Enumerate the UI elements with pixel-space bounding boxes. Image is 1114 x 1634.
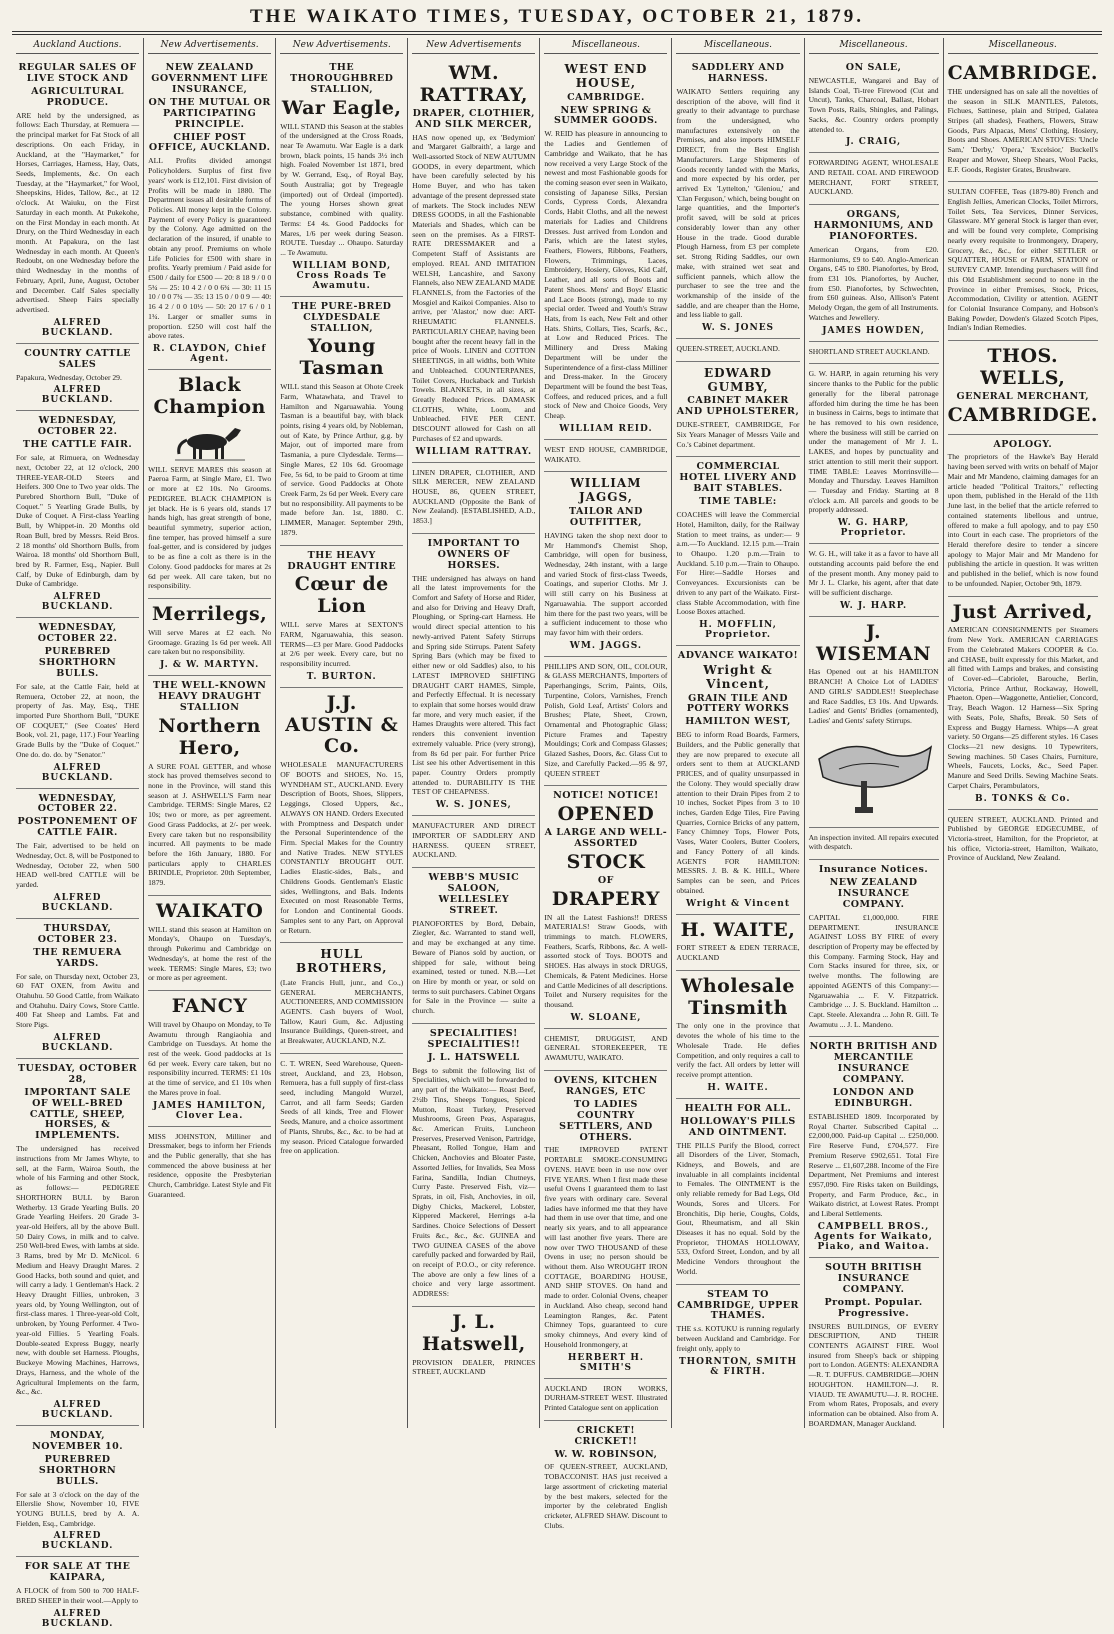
advertisement bbox=[148, 1127, 271, 1207]
advertisement bbox=[544, 786, 667, 1028]
advertisement bbox=[676, 646, 799, 915]
ad-heading: AGRICULTURAL PRODUCE. bbox=[31, 85, 124, 108]
advertisement bbox=[809, 153, 939, 205]
ad-heading: H. WAITE, bbox=[680, 918, 796, 941]
ad-body: QUEEN-STREET, AUCKLAND. bbox=[676, 344, 780, 354]
ad-heading: THOS. WELLS, bbox=[980, 345, 1066, 389]
advertisement bbox=[412, 816, 535, 868]
ad-signature: H. WAITE. bbox=[707, 1082, 769, 1093]
ad-body: A SURE FOAL GETTER, and whose stock has proved themselves second to none in the Province, will stand this season at J. ASHWELL'S Farm near Cambridge. TERMS: Single Mares, £2 10s; two or more, as per agreement. Good Grass Paddocks, at 2/- per week. Every care taken but no responsibility incurred. All payments to be made before the 16th January, 1880. For particulars apply to CHARLES BRINDLE, Proprietor. 20th September, 1879. bbox=[148, 761, 272, 888]
ad-heading: J. WISEMAN bbox=[816, 620, 932, 665]
ad-signature: ALFRED BUCKLAND. bbox=[41, 1531, 114, 1552]
advertisement bbox=[280, 688, 403, 943]
ad-body: NEWCASTLE, Wangarei and Bay of Islands Coal, Ti-tree Firewood (Cut and Uncut), Tanks, Charcoal, Ballast, Hobart Town Posts, Rails, Shingles, and Palings, Sacks, &c. Country orders promptly attended to. bbox=[808, 75, 939, 134]
advertisement bbox=[676, 58, 799, 339]
advertisement bbox=[412, 1307, 535, 1384]
ad-body: ESTABLISHED 1809. Incorporated by Royal Charter. Subscribed Capital ... £2,000,000. Paid-up Capital ... £250,000. Fire Reserve Fund, £704,577. Fire Premium Reserve £902,651. Total Fire Reserve ... £1,607,288. Income of the Fire Department, Net Premiums and interest £957,090. Fire Risks taken on Buildings, Property, and Farm Produce, &c., in Waikato district, at Lowest Rates. Prompt and Liberal Settlements. bbox=[808, 1112, 939, 1219]
ad-body: WILL SERVE MARES this season at Paeroa Farm, at Single Mare, £1. Two or more at £2 10s. No Grooms. PEDIGREE. BLACK CHAMPION is jet black. He is 6 years old, stands 17 hands high, has great strength of bone, beautiful symmetry, superior action, fine temper, has proved himself a sure foal-getter, and is considered by judges to be as fine a colt as there is in the Colony. Good paddocks for mares at 2s 6d per week. All care taken, but no responsibility. bbox=[148, 464, 272, 591]
ad-body: For sale at 3 o'clock on the day of the Ellerslie Show, November 10, FIVE YOUNG BULLS, bred by A. A. Fielden, Esq., Cambridge. bbox=[16, 1489, 140, 1528]
ad-heading: HEALTH FOR ALL. bbox=[684, 1102, 792, 1114]
advertisement bbox=[544, 472, 667, 656]
ad-heading: Black Champion bbox=[153, 374, 266, 418]
ad-body: PHILLIPS AND SON, OIL, COLOUR, & GLASS MERCHANTS, Importers of Paperhangings, Scrim, Paints, Oils, Turpentine, Colors, Varnishes, French Polish, Gold Leaf, Artists' Colors and Brushes; Plate, Sheet, Crown, Ornamental and Photographic Glass; Picture Frames and Tapestry Mouldings; Cork and Compass Glasses; Glazed Sashes, Doors, &c. Glass Cut to Size, and Carefully Packed.—95 & 97, QUEEN STREET bbox=[544, 661, 668, 778]
ad-heading: GENERAL MERCHANT, bbox=[956, 390, 1090, 402]
ad-heading: WM. RATTRAY, bbox=[419, 62, 529, 106]
ad-body: WILL serve Mares at SEXTON'S FARM, Ngaruawahia, this season. TERMS—£3 per Mare. Good Paddocks at 2/6 per week. Every care, but no responsibility incurred. bbox=[280, 620, 404, 669]
ad-body: American Organs, from £20. Harmoniums, £9 to £40. Anglo-American Organs, £45 to £80. Pianofortes, by Brod, from £31 10s. Pianofortes, by Aucher, from £50. Pianofortes, by Schwechten, from £60 guineas. Also, Allison's Patent Melody Organ, the gem of all Instruments. Watches and Jewellery. bbox=[808, 244, 939, 322]
ad-body: WILL stand this season at Hamilton on Monday's, Ohaupo on Tuesday's, through Pukerimu and Cambridge on Wednesday's, at home the rest of the week. TERMS: Single Mares, £3; two or more as per agreement. bbox=[148, 924, 272, 983]
advertisement bbox=[148, 991, 271, 1127]
ad-heading: CAMBRIDGE. bbox=[947, 62, 1098, 84]
ad-heading: OF bbox=[597, 874, 614, 886]
advertisement bbox=[544, 1071, 667, 1379]
advertisement bbox=[280, 58, 403, 297]
advertisement bbox=[544, 58, 667, 440]
ad-heading: FOR SALE AT THE KAIPARA, bbox=[24, 1561, 131, 1584]
advertisement bbox=[948, 182, 1098, 341]
ad-signature: HERBERT H. SMITH'S bbox=[567, 1352, 644, 1373]
advertisement bbox=[148, 896, 271, 991]
advertisement bbox=[676, 971, 799, 1099]
ad-heading: SPECIALITIES! SPECIALITIES!! bbox=[427, 1027, 521, 1050]
ad-body: W. REID has pleasure in announcing to the Ladies and Gentlemen of Cambridge and Waikato, that he has now received a very Large Stock of the newest and most Fashionable goods for the coming season ever seen in Waikato, consisting of Japanese Silks, Persian Cords, Cypress Cords, Alexandra Cords, Habit Cloths, and all the newest materials for Ladies and Childrens Dresses. Just arrived from London and Paris, which are the latest styles, Feathers, Flowers, Ribbons, Feathers, Flowers, Trimmings, Laces, Embroidery, Hosiery, Gloves, Kid Calf, Leather, and all sorts of Boots and Patent Shoes. Mens' and Boys' Elastic and Lace Boots (strong), made to my special order. Tweed and Youth's Straw Hats, from 1s each, New Felt and other Hats. Shirts, Collars, Ties, Scarfs, &c., at Low and Reduced Prices. The Millinery and Dress Making Department will be under the Superintendence of a first-class Milliner and Dress-maker. In the Grocery Department will be found the best Teas, Coffees, and reduced prices, and a full stock of New and Choice Goods, Very Cheap. bbox=[544, 129, 668, 421]
advertisement bbox=[948, 341, 1098, 434]
advertisement bbox=[16, 1426, 139, 1557]
saddle-illustration-icon bbox=[809, 729, 939, 819]
ad-heading: COMMERCIAL HOTEL LIVERY AND BAIT STABLES. bbox=[679, 461, 797, 495]
ad-heading: HULL BROTHERS, bbox=[296, 947, 388, 976]
ad-heading: J.J. AUSTIN & Co. bbox=[285, 691, 399, 758]
ad-body: MANUFACTURER AND DIRECT IMPORTER OF SADDLERY AND HARNESS. QUEEN STREET, AUCKLAND. bbox=[412, 821, 536, 860]
ad-heading: WEDNESDAY, OCTOBER 22. bbox=[37, 415, 118, 438]
ad-heading: A LARGE AND WELL-ASSORTED bbox=[544, 827, 668, 850]
ad-heading: REGULAR SALES OF LIVE STOCK AND bbox=[18, 62, 137, 84]
advertisement bbox=[280, 297, 403, 546]
ad-signature: WM. JAGGS. bbox=[569, 640, 643, 651]
ad-body: WHOLESALE MANUFACTURERS OF BOOTS and SHOES, No. 15, WYNDHAM ST., AUCKLAND. Every Description of Boots, Shoes, Slippers, Leggings, Closed Uppers, &c., ALWAYS ON HAND. Orders Executed with Promptness and Despatch under the Personal Superintendence of the Firm. Special Makes for the Country and Native Trades. NEW STYLES CONSTANTLY BROUGHT OUT. Ladies Elastic-sides, Bals., and Childrens Goods. Gentleman's Elastic sides, Wellingtons, and Bals. Indents Executed on most Reasonable Terms, for London and Continental Goods. Samples sent to any Part, on Approval or Return. bbox=[280, 760, 404, 935]
ad-body: DUKE-STREET, CAMBRIDGE, For Six Years Manager of Messrs Vaile and Co.'s Cabinet department. bbox=[676, 420, 800, 449]
ad-body: THE undersigned has on sale all the novelties of the season in SILK MANTLES, Paletots, Fichues, Sattinese, plain and Striped, Galatea Stripes (all shades), Feathers, Flowers, Straw Goods, Pars Alpacas, Mens' Clothing, Hosiery, Boots and Shoes. AMERICAN STOVES: 'Uncle Sam,' 'Derby,' 'Opera,' 'Excelsior,' Buckell's Reaper and Mower, Sheep Shears, Wool Packs, E.F. Goods, Register Grates, Brushware. bbox=[947, 86, 1098, 174]
column-heading: Miscellaneous. bbox=[544, 38, 667, 54]
ad-body: THE undersigned has always on hand all the latest improvements for the Comfort and Safety of Horse and Rider, and also for Driving and Heavy Draft, Ploughing, or Spring-cart Harness. He would direct special attention to his newly-arrived Patent Safety Stirrups and Spring side Stirrups. Patent Safety Spring Bars (which may be fixed to either new or old Saddles) also, to his LATEST IMPROVED SHIFTING DRAUGHT CART HAMES, Simple, and Perfectly Effectual. It is necessary to explain that some horses would draw far more, and very much easier, if the Hames Draughts were altered. This fact renders this convenient invention extremely valuable. Price (very strong), from 8s 6d per pair. For further Price List see his other Advertisement in this paper. Country Orders promptly attended to. DURABILITY IS THE TEST OF CHEAPNESS. bbox=[412, 573, 536, 797]
advertisement bbox=[412, 1024, 535, 1307]
ad-heading: PUREBRED SHORTHORN BULLS. bbox=[38, 1453, 117, 1487]
ad-heading: Insurance Notices. bbox=[818, 864, 929, 876]
ad-signature: Wright & Vincent bbox=[686, 898, 790, 909]
ad-body: Will travel by Ohaupo on Monday, to Te Awamutu through Rangiaohia and Cambridge on Tuesdays. At home the rest of the week. Good paddocks at 1s 6d per week. Every care taken, but no responsibility incurred. TERMS: £1 10s at the time of service, and £1 10s when the Mares prove in foal. bbox=[148, 1019, 272, 1097]
ad-heading: TUESDAY, OCTOBER 28, bbox=[17, 1062, 138, 1085]
ad-body: CAPITAL £1,000,000. FIRE DEPARTMENT. INSURANCE AGAINST LOSS BY FIRE of every description of Property may be effected by this Company. Farming Stock, Hay and Corn Stacks insured for three, six, or twelve months. The following are appointed AGENTS of this Company:— Ngaruawahia ... F. V. Fitzpatrick. Cambridge ... J. S. Buckland. Hamilton ... Capt. Steele. Alexandra ... John R. Gill. Te Awamutu ... J. L. Mandeno. bbox=[808, 912, 939, 1029]
ad-heading: Cœur de Lion bbox=[294, 573, 389, 618]
advertisement bbox=[148, 599, 271, 676]
ad-heading: IMPORTANT TO OWNERS OF HORSES. bbox=[427, 537, 521, 571]
column-2 bbox=[143, 38, 275, 1428]
advertisement bbox=[948, 810, 1098, 871]
ad-signature: JAMES HOWDEN, bbox=[822, 325, 925, 336]
column-heading: Miscellaneous. bbox=[676, 38, 799, 54]
advertisement bbox=[544, 1029, 667, 1071]
ad-heading: W. W. ROBINSON, bbox=[554, 1448, 658, 1460]
advertisement bbox=[16, 1059, 139, 1426]
ad-body: INSURES BUILDINGS, OF EVERY DESCRIPTION, AND THEIR CONTENTS AGAINST FIRE. Wool insured from Sheep's back or shipping port to London. AGENTS: ALEXANDRA—R. T. DUFFUS. CAMBRIDGE—JOHN HOUGHTON. HAMILTON—J. R. VIAUD. TE AWAMUTU—J. R. ROCHE. From whom Rates, Proposals, and every information can be obtained. Also from A. BOARDMAN, Manager Auckland. bbox=[808, 1321, 939, 1428]
ad-signature: ALFRED BUCKLAND. bbox=[41, 762, 114, 783]
ad-heading: NEW ZEALAND INSURANCE COMPANY. bbox=[829, 877, 918, 910]
ad-heading: WILLIAM JAGGS, bbox=[570, 476, 642, 505]
ad-heading: HOLLOWAY'S PILLS AND OINTMENT. bbox=[680, 1115, 796, 1138]
ad-body: AUCKLAND IRON WORKS, DURHAM-STREET WEST. Illustrated Printed Catalogue sent on application bbox=[544, 1383, 668, 1412]
ad-heading: OVENS, KITCHEN RANGES, ETC bbox=[554, 1074, 658, 1097]
ad-signature: WILLIAM BOND, Cross Roads Te Awamutu. bbox=[292, 260, 392, 291]
column-heading: New Advertisements. bbox=[148, 38, 271, 54]
ad-body: WAIKATO Settlers requiring any description of the above, will find it greatly to their advantage to purchase from the undersigned, who manufactures extensively on the Premises, and also imports HIMSELF DIRECT, from the Best English Manufacturers. Large Shipments of Goods recently landed with the Marks, and more expected by his order, per arrived Ex 'Lyttelton,' 'Gleniou,' and 'Clan Ferguson,' which, being bought on large quantities, and the Importer's profit saved, will be sold at prices considerably lower than any other House in the trade. Good durable Plough Harness, from £3 per complete set. Strong Riding Saddles, our own make, with strained wet seat and sufficient pannels, which allow the purchaser to see the tree and the workmanship of the inside of the saddle, and are cheaper than the Home, and less liable to gall. bbox=[676, 86, 800, 320]
advertisement bbox=[809, 544, 939, 617]
ad-signature: ALFRED BUCKLAND. bbox=[41, 1608, 114, 1629]
ad-heading: MONDAY, NOVEMBER 10. bbox=[32, 1429, 123, 1452]
advertisement bbox=[809, 205, 939, 342]
ad-body: IN all the Latest Fashions!! DRESS MATERIALS! Straw Goods, with trimmings to match. FLOWERS, Feathers, Scarfs, Ribbons, &c. A well-assorted stock of Toys. BOOTS and SHOES. Has always in stock DRUGS, Chemicals, & Patent Medicines. Horse and Cattle Medicines of all descriptions. Toilet and Nursery requisites for the thousand. bbox=[544, 912, 668, 1010]
ad-heading: STEAM TO CAMBRIDGE, UPPER THAMES. bbox=[677, 1288, 799, 1322]
ad-signature: ALFRED BUCKLAND. bbox=[41, 317, 114, 338]
ad-heading: CABINET MAKER AND UPHOLSTERER, bbox=[676, 395, 800, 418]
ad-heading: J. L. Hatswell, bbox=[421, 1310, 526, 1355]
ad-heading: Just Arrived, bbox=[952, 600, 1093, 623]
advertisement bbox=[148, 370, 271, 599]
column-7 bbox=[804, 38, 943, 1428]
ad-signature: CAMPBELL BROS., Agents for Waikato, Piako, and Waitoa. bbox=[814, 1221, 933, 1252]
ad-heading: Wholesale Tinsmith bbox=[681, 974, 795, 1019]
ad-heading: ORGANS, HARMONIUMS, AND PIANOFORTES. bbox=[813, 209, 934, 242]
horse-cut bbox=[148, 422, 271, 462]
advertisement bbox=[948, 435, 1098, 597]
advertisement bbox=[16, 919, 139, 1059]
ad-signature: W. SLOANE, bbox=[570, 1012, 642, 1023]
advertisement bbox=[809, 58, 939, 153]
column-heading: Miscellaneous. bbox=[948, 38, 1098, 54]
ad-heading: NEW ZEALAND GOVERNMENT LIFE INSURANCE, bbox=[151, 62, 269, 95]
ad-signature: WILLIAM REID. bbox=[559, 423, 653, 434]
masthead-rule-lower bbox=[12, 34, 1102, 35]
masthead-rule bbox=[12, 31, 1102, 32]
ad-signature: T. BURTON. bbox=[306, 671, 377, 682]
ad-body: PROVISION DEALER, PRINCES STREET, AUCKLAND bbox=[412, 1357, 536, 1377]
ad-body: OF QUEEN-STREET, AUCKLAND, TOBACCONIST. HAS just received a large assortment of cricketing material by the best makers, selected for the importer by the celebrated English cricketer, ALFRED SHAW. Discount to Clubs. bbox=[544, 1462, 668, 1530]
ad-heading: Merrilegs, bbox=[152, 603, 268, 626]
ad-heading: TO LADIES COUNTRY SETTLERS, AND OTHERS. bbox=[559, 1098, 653, 1143]
advertisement bbox=[809, 617, 939, 828]
ad-heading: CAMBRIDGE. bbox=[567, 91, 645, 103]
advertisement bbox=[544, 1379, 667, 1421]
ad-body: FORWARDING AGENT, WHOLESALE AND RETAIL COAL AND FIREWOOD MERCHANT, FORT STREET, AUCKLAND. bbox=[808, 158, 939, 197]
ad-body: (Late Francis Hull, junr., and Co.,) GENERAL MERCHANTS, AUCTIONEERS, AND COMMISSION AGENTS. Cash buyers of Wool, Tallow, Kauri Gum, &c. Adjusting Insurance Buildings, Queen-street, and at Breakwater, AUCKLAND, N.Z. bbox=[280, 977, 404, 1046]
ad-body: A FLOCK of from 500 to 700 HALF-BRED SHEEP in their wool.—Apply to bbox=[16, 1586, 140, 1605]
ad-signature: H. MOFFLIN, Proprietor. bbox=[699, 620, 777, 640]
column-heading: New Advertisements bbox=[412, 38, 535, 54]
ad-signature: ALFRED BUCKLAND. bbox=[41, 1032, 114, 1053]
advertisement bbox=[16, 618, 139, 788]
ad-body: Has Opened out at his HAMILTON BRANCH! A Choice Lot of LADIES' AND GIRLS' SADDLES!! Steeplechase and Race Saddles, £3 10s. And Upwards. Ladies' and Gents' Bridles (ornamented), Ladies' and Gents' safety Stirrups. bbox=[808, 667, 939, 725]
ad-body: AMERICAN CONSIGNMENTS per Steamers from New York. AMERICAN CARRIAGES From the Celebrated Makers COOPER & Co. and CHASE, built expressly for this Market, and all fitted with Lamps and brakes, and consisting of Cover-ed—Cabriolet, Barouche, Berlin, Victoria, Prince Arthur, Rockaway, Howell, Phaeton. Open—Waggonette, Antielier, Concord, Tray, Beach Wagon. 12 Harness—Six Spring with Seats, Pole, Shafts, Break. 50 Sets of Express and Buggy Harness. Whips—A great variety. 50 Organs—25 different styles. 16 Cases Clocks—21 new designs. 10 Typewriters, Sewing machines. 50 Cases Chairs, Furniture, Wheels, Faucets, Locks, &c., Seed Paper. Manure and Seed Drills. Sewing Machine Seats. Carpet Chairs, Perambulators, bbox=[947, 625, 1098, 790]
ad-heading: Young Tasman bbox=[299, 335, 385, 380]
ad-body: SHORTLAND STREET AUCKLAND. bbox=[808, 346, 930, 356]
ad-heading: COUNTRY CATTLE SALES bbox=[24, 347, 131, 370]
advertisement bbox=[809, 860, 939, 1037]
ad-heading: J. L. HATSWELL bbox=[427, 1051, 520, 1063]
advertisement bbox=[16, 411, 139, 618]
ad-body: THE PILLS Purify the Blood, correct all Disorders of the Liver, Stomach, Kidneys, and Bowels, and are invaluable in all complaints incidental to Females. The OINTMENT is the only reliable remedy for Bad Legs, Old Wounds, Sores and Ulcers. For Bronchitis, Dip herie, Coughs, Colds, Gout, Rheumatism, and all Skin Diseases it has no equal. Sold by the Proprietor, THOMAS HOLLOWAY, 533, Oxford Street, London, and by all Medicine Vendors throughout the World. bbox=[676, 1140, 800, 1276]
ad-heading: WEBB'S MUSIC SALOON, WELLESLEY STREET. bbox=[428, 872, 520, 916]
advertisement bbox=[809, 828, 939, 860]
masthead: THE WAIKATO TIMES, TUESDAY, OCTOBER 21, 1879. bbox=[249, 6, 865, 27]
ad-heading: EDWARD GUMBY, bbox=[704, 365, 772, 394]
ad-heading: Wright & Vincent, bbox=[703, 662, 773, 691]
advertisement bbox=[809, 1037, 939, 1257]
ad-body: For sale, on Thursday next, October 23, 60 FAT OXEN, from Awitu and Otahuhu. 50 Good Cattle, from Waikato and Otahuhu. Dairy Cows, Store Cattle. 400 Fat Sheep and Lambs. Fat and Store Pigs. bbox=[16, 971, 140, 1030]
ad-body: Begs to submit the following list of Specialities, which will be forwarded to any part of the Waikato:— Roast Beef, 2½lb Tins, Sheeps Tongues, Spiced Mutton, Roast Turkey, Preserved Mushrooms, Green Peas, Asparagus, &c. American Fruits, Luncheon Preserves, Preserved Venison, Partridge, Pheasant, Rolled Tongue, Ham and Chicken, Anchovies and Bloater Paste, Assorted Jellies, for Invalids, Sea Moss Farina, Sandilla, Indian Chutneys, Curry Paste. Preserved Fish, viz—Sprats, in oil, Fish, Anchovies, in oil, Digby Chicks, Mackerel, Lobster, Kippered Mackerel, Herrings a-la Sardines. Choice Selections of Dessert Fruits &c., &c., &c. GUINEA and TWO GUINEA CASES of the above carefully packed and forwarded by Rail, on receipt of P.O.O., or city reference. The above are only a few lines of a choice and very large assortment. ADDRESS: bbox=[412, 1065, 536, 1299]
advertisement bbox=[148, 676, 271, 896]
ad-heading: APOLOGY. bbox=[993, 438, 1053, 450]
ad-body: CHEMIST, DRUGGIST, AND GENERAL STOREKEEPER, TE AWAMUTU, WAIKATO. bbox=[544, 1033, 668, 1063]
ad-heading: POSTPONEMENT OF CATTLE FAIR. bbox=[17, 816, 138, 839]
ad-body: The Fair, advertised to be held on Wednesday, Oct. 8, will be Postponed to Wednesday, October 22, when 500 HEAD well-bred CATTLE will be yarded. bbox=[16, 841, 140, 890]
ad-heading: ADVANCE WAIKATO! bbox=[677, 650, 799, 661]
column-6 bbox=[671, 38, 803, 1428]
advertisement bbox=[948, 597, 1098, 810]
ad-body: WILL STAND this Season at the stables of the undersigned at the Cross Roads, near Te Awamutu. War Eagle is a dark brown, black points, 15 hands 3½ inch high. Foaled November 1st 1871, bred by W. Gerrand, Esq., of Royal Bay, South Australia; got by Tregeagle (imported) out of Ordeal (imported). The young Horses shown great substance, combined with quality. Terms: £4 4s. Good Paddocks for Mares, 1/6 per week during Season. ROUTE. Tuesday ... Ohaupo. Saturday ... Te Awamutu. bbox=[280, 121, 404, 257]
ad-body: QUEEN STREET, AUCKLAND. Printed and Published by GEORGE EDGECUMBE, of Victoria-street, Hamilton, for the Proprietor, at his office, Victoria-street, Hamilton, Waikato, Province of Auckland, New Zealand. bbox=[947, 814, 1098, 863]
ad-heading: OPENED bbox=[557, 803, 655, 826]
horse-illustration-icon bbox=[171, 422, 249, 462]
ad-heading: STOCK bbox=[566, 850, 646, 873]
ad-heading: War Eagle, bbox=[281, 96, 402, 119]
ad-heading: DRAPERY bbox=[551, 887, 660, 910]
ad-body: The proprietors of the Hawke's Bay Herald having been served with writs on behalf of Major Mair and Mr Mandeno, claiming damages for an article headed "Political Traitors," reflecting upon them, published in the Herald of the 11th June last, in the belief that the article referred to contained statements libellous and untrue, offered to make a full apology, and to pay £50 into Court in each case. The proprietors of the Herald therefore desire to tender a sincere apology to Major Mair and Mr Mandeno for publishing the article in question. It was written and published in the belief, which is now found to be unfounded. Napier, October 9th, 1879. bbox=[947, 452, 1098, 588]
ad-body: FORT STREET & EDEN TERRACE, AUCKLAND bbox=[676, 943, 800, 963]
ad-heading: NOTICE! NOTICE! bbox=[553, 790, 659, 802]
advertisement bbox=[544, 657, 667, 787]
ad-signature: W. S. JONES, bbox=[435, 800, 512, 811]
column-4 bbox=[407, 38, 539, 1428]
ad-body: For sale, at the Cattle Fair, held at Remuera, October 22, at noon, the property of Jas. May, Esq., THE imported Pure Shorthorn Bull, "DUKE OF COQUET," (See Coates' Herd Book, vol. 21, page, 117.) Four Yearling Grade Bulls by the "Duke of Coquet." One do. do. do. by "Senator." bbox=[16, 681, 140, 759]
column-heading: Miscellaneous. bbox=[809, 38, 939, 54]
ad-heading: WAIKATO bbox=[155, 899, 264, 922]
ad-body: BEG to inform Road Boards, Farmers, Builders, and the Public generally that they are now prepared to execute all orders sent to them at AUCKLAND PRICES, and of quality unsurpassed in the Colony. They would specially draw attention to their Drain Pipes from 2 to 10 inches, Socket Pipes from 3 to 10 inches, Garden Edge Tiles, Fire Paving Quarries, Cornice Bricks of any pattern, Fancy Chimney Tops, Flower Pots, Vases, Water Coolers, Butter Coolers, and Fancy Pottery of all kinds. AGENTS FOR HAMILTON: MESSRS. J. B. & K. HILL, Where Samples can be seen, and Prices obtained. bbox=[676, 730, 800, 895]
ad-heading: TAILOR AND OUTFITTER, bbox=[569, 505, 643, 528]
ad-body: WILL stand this Season at Ohote Creek Farm, Whatawhata, and Travel to Hamilton and Ngaruawahia. Young Tasman is a beautiful bay, with black points, rising 4 years old, by Nobleman, out of Kate, by Prince Arthur, g.g. by Major, out of imported mare from Tasmania, a pure Clydesdale. Terms—Single Mares, £2 10s 6d. Groomage Fee, 5s 6d, to be paid to Groom at time of service. Good Paddocks at Ohote Creek Farm, 2s 6d per Week. Every care but no responsibility. All payments to be made before Jan. 1st, 1880. C. LIMMER, Manager. September 29th, 1879. bbox=[280, 382, 404, 537]
ad-body: HAS now opened up, ex 'Bedymion' and 'Margaret Galbraith', a large and Well-assorted Stock of NEW AUTUMN GOODS, in every department, which have been carefully selected by his Home Buyer, and who has taken advantage of the present depressed state of markets. The Stock includes NEW DRESS GOODS, in all the Fashionable Materials and Shades, which can be seen on the premises. As a FIRST-RATE DRESSMAKER and a Competent Staff of Assistants are employed. REAL AND IMITATION WELSH, Lancashire, and Saxony Flannels, also NEW ZEALAND MADE FLANNELS, from the Factories of the Mosgiel and Kaikoi Companies. Also to arrive, per 'Alastor,' now due: ART-RHEUMATIC FLANNELS. PARTICULARLY CHEAP, having been bought after the recent heavy fall in the price of Wools. LINEN and COTTON SHEETINGS, in all widths, both White and Unbleached. COUNTERPANES, Toilet Covers, Huckaback and Turkish Towels. BLANKETS, in all sizes, at Greatly Reduced Prices. DAMASK CLOTHS, White, Loom, and Unbleached. FIVE PER CENT. DISCOUNT allowed for Cash on all Purchases of £2 and upwards. bbox=[412, 132, 536, 443]
ad-heading: WEDNESDAY, OCTOBER 22. bbox=[37, 622, 118, 645]
ad-heading: FANCY bbox=[171, 995, 248, 1018]
ad-body: Papakura, Wednesday, October 29. bbox=[16, 372, 122, 382]
ad-heading: THE WELL-KNOWN HEAVY DRAUGHT STALLION bbox=[152, 680, 267, 713]
ad-body: THE IMPROVED PATENT PORTABLE SMOKE-CONSUMING OVENS. HAVE been in use now over FIVE YEARS. When I first made these useful Ovens I guaranteed them to last five years with ordinary care. Several ladies have informed me that they have had them in use over that time, and one nearly six years, and to all appearance will last another five years. There are now over TWO THOUSAND of these Ovens in use; no person should be without them. Also WROUGHT IRON COTTAGE, BOARDING HOUSE, AND SHIP STOVES. On hand and made to order. Colonial Ovens, cheaper in Auckland. Also cheap, second hand Leamington Ranges, &c. Patent Chimney Tops, guaranteed to cure smoky chimneys, And every kind of Household Ironmongery, at bbox=[544, 1145, 668, 1349]
advertisement bbox=[16, 58, 139, 344]
ad-heading: THE CATTLE FAIR. bbox=[22, 439, 133, 451]
ad-signature: WILLIAM RATTRAY. bbox=[415, 446, 533, 457]
columns bbox=[12, 38, 1102, 1629]
ad-heading: Northern Hero, bbox=[158, 714, 261, 759]
ad-body: LINEN DRAPER, CLOTHIER, AND SILK MERCER, NEW ZEALAND HOUSE, 86, QUEEN STREET, AUCKLAND (Opposite the Bank of New Zealand). [ESTABLISHED, A.D., 1853.] bbox=[412, 467, 536, 526]
ad-signature: J. CRAIG, bbox=[845, 137, 902, 148]
advertisement bbox=[16, 344, 139, 412]
ad-heading: CRICKET! CRICKET!! bbox=[574, 1424, 638, 1447]
column-1 bbox=[12, 38, 143, 1629]
ad-body: ALL Profits divided amongst Policyholders. Surplus of first five years' work is £12,101. First division of Profits will be made in 1880. The Department issues all desirable forms of Policies. All money kept in the Colony. Payment of every Policy is guaranteed by the Colony. Age admitted on the declaration of the insured, if unable to obtain any proof. Premiums on whole Life Policies for £500 with share in profits. Yearly premium / Paid aside for £500 / daily for £500 — 20: 8 18 9 / 0 0 5¾ — 25: 10 4 2 / 0 0 6¾ — 30: 11 15 10 / 0 0 7¾ — 35: 13 15 0 / 0 0 9 — 40: 16 4 2 / 0 0 10½ — 50: 20 17 6 / 0 1 1¾. Larger or smaller sums in proportion. £250 will cost half the above rates. bbox=[148, 156, 272, 341]
advertisement bbox=[412, 463, 535, 534]
ad-signature: JAMES HAMILTON, Clover Lea. bbox=[153, 1100, 267, 1121]
advertisement bbox=[676, 915, 799, 971]
ad-heading: THURSDAY, OCTOBER 23. bbox=[37, 922, 118, 945]
advertisement bbox=[676, 457, 799, 646]
ad-signature: B. TONKS & Co. bbox=[975, 793, 1071, 804]
ad-heading: HAMILTON WEST, bbox=[685, 716, 791, 728]
ad-body: THE s.s. KOTUKU is running regularly between Auckland and Cambridge. For freight only, apply to bbox=[676, 1324, 800, 1353]
ad-heading: CAMBRIDGE. bbox=[947, 403, 1098, 426]
ad-body: PIANOFORTES by Bord, Debain, Ziegler, &c. Warranted to stand well, and may be exchanged at any time. Beware of Pianos sold by auction, or shipped for sale, without being examined, tested or tuned. N.B.—Let on Hire by month or year, or sold on terms to suit purchasers. Cabinet Organs for Sale in the Province — suite a church. bbox=[412, 918, 536, 1016]
ad-heading: SOUTH BRITISH INSURANCE COMPANY. bbox=[825, 1261, 923, 1295]
ad-signature: J. & W. MARTYN. bbox=[160, 660, 260, 671]
advertisement bbox=[280, 1054, 403, 1163]
ad-signature: R. CLAYDON, Chief Agent. bbox=[152, 344, 267, 365]
ad-body: C. T. WREN, Seed Warehouse, Queen-street, Auckland, and 23, Hobson, Remuera, has a full supply of first-class seed, including Mangold Wurzel, Carrot, and all farm Seeds; Garden Seeds of all kinds, Tree and Flower Seeds, Manure, and a choice assortment of Plants, Shrubs, &c., &c. to be had at my season. Priced Catalogue forwarded free on application. bbox=[280, 1058, 404, 1156]
column-5 bbox=[539, 38, 671, 1530]
ad-heading: DRAPER, CLOTHIER, AND SILK MERCER, bbox=[412, 107, 535, 130]
ad-heading: THE THOROUGHBRED STALLION, bbox=[290, 62, 394, 95]
ad-body: HAVING taken the shop next door to Mr Hammond's Chemist Shop, Cambridge, will open for business, Wednesday, 24th instant, with a large and varied Stock of first-class Tweeds, Coatings, and superior Cloths. Mr J. will still carry on his Business at Ngaruawahia. The support accorded him there for the past two years, will be a sufficient inducement to those who may favor him with their orders. bbox=[544, 530, 668, 637]
ad-heading: LONDON AND EDINBURGH. bbox=[832, 1087, 915, 1110]
ad-body: ARE held by the undersigned, as follows: Each Thursday, at Remuera — the principal market for Fat Stock of all descriptions. On each Friday, in Auckland, at the "Haymarket," for Horses, Carriages, Harness, Hay, Oats, Seeds, Implements, &c. On each Tuesday, at the "Haymarket," for Wool, Sheepskins, Hides, Tallow, &c., at 12 o'clock. At Waiuku, on the First Saturday in each month. At Pukekohe, on the First Monday in each month. At Drury, on the Third Wednesday in each month. At Papakura, on the last Wednesday in each month. At Queen's Redoubt, on one Wednesday before the third Wednesday in the months of February, April, June, August, October and December. Calf Sales specially advertised. Sheep Fairs specially advertised. bbox=[16, 110, 140, 315]
ad-heading: CHIEF POST OFFICE, AUCKLAND. bbox=[148, 131, 271, 154]
advertisement bbox=[412, 58, 535, 463]
column-heading: New Advertisements. bbox=[280, 38, 403, 54]
column-heading: Auckland Auctions. bbox=[16, 38, 139, 54]
advertisement bbox=[676, 339, 799, 362]
ad-signature: ALFRED BUCKLAND. bbox=[41, 892, 114, 913]
advertisement bbox=[16, 789, 139, 919]
ad-heading: Prompt. Popular. Progressive. bbox=[824, 1296, 923, 1319]
ad-signature: W. G. HARP, Proprietor. bbox=[837, 518, 910, 539]
ad-signature: W. S. JONES bbox=[701, 323, 775, 334]
ad-heading: PUREBRED SHORTHORN BULLS. bbox=[38, 646, 117, 679]
advertisement bbox=[544, 1421, 667, 1538]
advertisement bbox=[412, 534, 535, 816]
ad-body: An inspection invited. All repairs executed with despatch. bbox=[808, 832, 939, 852]
ad-body: SULTAN COFFEE, Teas (1879-80) French and English Jellies, American Clocks, Toilet Mirrors, Toilet Sets, Tea Services, Dinner Services, Glassware. MY general Stock is larger than ever, and will be found very complete, Comprising nearly every requisite to Ironmongery, Drapery, Grocery, &c., &c., for either SETTLER or SQUATTER, HOUSE or FARM, STATION or SURVEY CAMP. Intending purchasers will find this Old Establishment second to none in the Province in either Premises, Stock, Prices, Accommodation, Civility or attention. AGENT for Colonial Insurance Company, and Hobson's Baking Powder, Dowden's Glazed Scotch Pipes, Indian's Indian Remedies. bbox=[947, 187, 1098, 333]
ad-signature: ALFRED BUCKLAND. bbox=[41, 1399, 114, 1420]
ad-body: The undersigned has received instructions from Mr James Whyte, to sell, at the Farm, Wairoa South, the whole of his Farming and other Stock, as follows:— PEDIGREE SHORTHORN BULL by Baron Wetherby. 13 Grade Yearling Bulls. 20 Grade Yearling Heifers. 20 Grade 3-year-old Heifers, all by the above Bull. 50 Dairy Cows, in milk and to calve. 250 Well-bred Ewes, with lambs at side. 3 Rams, bred by Mr D. McNicol. 6 Medium and Heavy Draught Mares. 2 Good Hacks, both sound and quiet, and will carry a lady. 1 Gentleman's Hack. 2 Heavy Draught Fillies, unbroken, 3 years old, by Young Wellington, out of first-class mares. 1 Three-year-old Colt, unbroken, by Young Performer. 4 Two-year-old Fillies. 5 Yearling Foals. Double-seated Express Buggy, nearly new, with double set Harness. Ploughs, Buckeye Mowing Machines, Harrows, Drays, Harness, and the whole of the Agricultural Implements on the farm, &c., &c. bbox=[16, 1144, 140, 1397]
ad-heading: WEST END HOUSE, bbox=[564, 62, 648, 90]
saddle-cut bbox=[809, 729, 939, 819]
advertisement bbox=[544, 440, 667, 472]
ad-body: COACHES will leave the Commercial Hotel, Hamilton, daily, for the Railway Station to meet trains, as under:— 9 a.m.—To Auckland. 12.15 p.m.—Train to Ohaupo. 1.20 p.m.—Train to Auckland. 5.10 p.m.—Train to Ohaupo. For Hire:—Saddle Horses and Conveyances. Excursionists can be driven to any part of the Waikato. First-class Stable Accommodation, with fine Loose Boxes attached. bbox=[676, 510, 800, 617]
advertisement bbox=[676, 1285, 799, 1382]
advertisement bbox=[809, 1258, 939, 1436]
ad-heading: THE PURE-BRED CLYDESDALE STALLION, bbox=[292, 300, 392, 334]
ad-signature: THORNTON, SMITH & FIRTH. bbox=[678, 1356, 798, 1377]
advertisement bbox=[676, 1099, 799, 1285]
ad-heading: ON SALE, bbox=[845, 62, 902, 73]
ad-heading: NEW SPRING & SUMMER GOODS. bbox=[553, 104, 658, 127]
ad-heading: NORTH BRITISH AND MERCANTILE INSURANCE COMPANY. bbox=[809, 1041, 938, 1086]
ad-heading: SADDLERY AND HARNESS. bbox=[691, 62, 785, 84]
ad-heading: IMPORTANT SALE OF WELL-BRED CATTLE, SHEEP, HORSES, & IMPLEMENTS. bbox=[24, 1086, 131, 1142]
ad-body: G. W. HARP, in again returning his very sincere thanks to the Public for the public generally for the liberal patronage afforded him during the time he has been in business in Cairns, begs to intimate that he has removed to his own residence, where the business will still be carried on under the management of Mr J. L. LAKES, and hopes by punctuality and strict attention to still merit their support. TIME TABLE: Leaves Morrinsville— Monday and Thursday. Leaves Hamilton— Tuesday and Friday. Starting at 8 o'clock a.m. All parcels and goods to be properly addressed. bbox=[808, 369, 939, 515]
advertisement bbox=[412, 868, 535, 1024]
ad-heading: THE REMUERA YARDS. bbox=[33, 946, 122, 969]
advertisement bbox=[809, 342, 939, 365]
ad-heading: TIME TABLE: bbox=[699, 496, 777, 508]
ad-heading: ON THE MUTUAL OR PARTICIPATING PRINCIPLE. bbox=[148, 96, 271, 130]
ad-body: Will serve Mares at £2 each. No Groomage. Grazing 1s 6d per week. All care taken but no responsibility. bbox=[148, 627, 272, 657]
advertisement bbox=[280, 546, 403, 688]
ad-heading: GRAIN TILE AND POTTERY WORKS bbox=[686, 692, 790, 715]
column-3 bbox=[275, 38, 407, 1428]
ad-heading: THE HEAVY DRAUGHT ENTIRE bbox=[287, 549, 397, 572]
advertisement bbox=[948, 58, 1098, 182]
ad-body: W. G. H., will take it as a favor to have all outstanding accounts paid before the end of the present month. Any money paid to Mr J. L. Clarke, his agent, after that date will be sufficient discharge. bbox=[808, 549, 939, 597]
advertisement bbox=[16, 1557, 139, 1633]
column-8 bbox=[943, 38, 1102, 1428]
advertisement bbox=[676, 362, 799, 458]
advertisement bbox=[809, 364, 939, 544]
ad-body: WEST END HOUSE, CAMBRIDGE, WAIKATO. bbox=[544, 444, 668, 464]
ad-body: MISS JOHNSTON, Milliner and Dressmaker, begs to inform her Friends and the Public generally, that she has commenced the above business at her residence, opposite the Presbyterian Church, Cambridge. Latest Style and Fit Guaranteed. bbox=[148, 1131, 272, 1199]
ad-signature: ALFRED BUCKLAND. bbox=[41, 592, 114, 613]
ad-body: For sale, at Rimuera, on Wednesday next, October 22, at 12 o'clock, 200 THREE-YEAR-OLD Steers and Heifers. 300 One to Two year olds. The Purebred Shorthorn Bull, "Duke of Coquet." 5 Yearling Grade Bulls, by Duke of Coquet. A First-class Yearling Bull, by Whippet-in. 20 Months old Roan Bull, bred by Messrs. Reid Bros. 2 18 months' old Shorthorn Bulls, from Wairoa. 18 months' old Shorthorn Bull, bred by R. Farmer, Esq., Napier. Bull Calf, by Duke of Edinburgh, dam by Duke of Cambridge. bbox=[16, 453, 140, 589]
ad-signature: ALFRED BUCKLAND. bbox=[41, 385, 114, 406]
ad-signature: W. J. HARP. bbox=[839, 600, 908, 611]
ad-heading: WEDNESDAY, OCTOBER 22. bbox=[37, 792, 118, 815]
advertisement bbox=[148, 58, 271, 370]
advertisement bbox=[280, 943, 403, 1054]
ad-body: The only one in the province that devotes the whole of his time to the Wholesale Trade. He defies Competition, and only requires a call to verify the fact. All orders by letter will receive prompt attention. bbox=[676, 1021, 800, 1080]
